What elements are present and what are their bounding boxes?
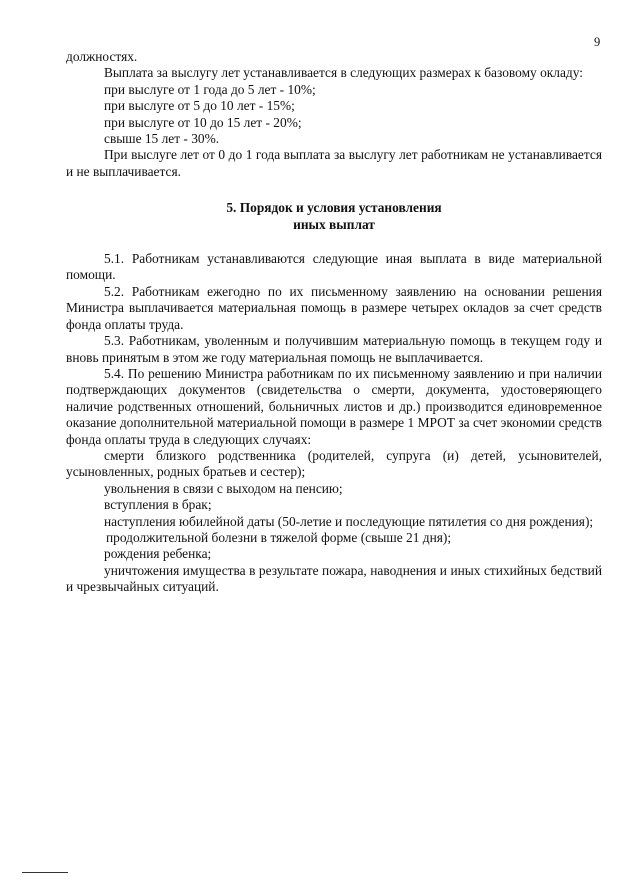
paragraph: 5.3. Работникам, уволенным и получившим материальную помощь в текущем году и вновь принятым в этом же году материальная помощь не выплачивается. (66, 333, 602, 365)
list-item: рождения ребенка; (104, 546, 212, 562)
list-item: при выслуге от 10 до 15 лет - 20%; (104, 114, 302, 130)
list-item: при выслуге от 5 до 10 лет - 15%; (104, 98, 295, 114)
list-item: увольнения в связи с выходом на пенсию; (104, 480, 343, 496)
paragraphs-top (66, 49, 602, 180)
section-heading-line-1: 5. Порядок и условия установления (226, 200, 442, 216)
list-item: при выслуге от 1 года до 5 лет - 10%; (104, 81, 316, 97)
section-heading (66, 200, 602, 233)
paragraph: 5.1. Работникам устанавливаются следующие иная выплата в виде материальной помощи. (66, 251, 602, 283)
paragraphs-bottom (66, 251, 602, 596)
paragraph: 5.2. Работникам ежегодно по их письменному заявлению на основании решения Министра выплачивается материальная помощь в размере четырех окладов за счет средств фонда оплаты труда. (66, 283, 602, 332)
paragraph: должностях. (66, 49, 138, 64)
document-body (66, 49, 602, 596)
list-item: уничтожения имущества в результате пожара, наводнения и иных стихийных бедствий и чрезвычайных ситуаций. (66, 562, 602, 595)
page-number: 9 (594, 35, 601, 49)
paragraph: При выслуге лет от 0 до 1 года выплата за выслугу лет работникам не устанавливается и не выплачивается. (66, 147, 602, 179)
paragraph: Выплата за выслугу лет устанавливается в следующих размерах к базовому окладу: (104, 65, 583, 81)
footnote-rule (22, 872, 68, 873)
list-item: вступления в брак; (104, 497, 212, 513)
list-item: наступления юбилейной даты (50-летие и последующие пятилетия со дня рождения); (104, 513, 594, 529)
section-heading-line-2: иных выплат (293, 216, 375, 232)
list-item: смерти близкого родственника (родителей, супруга (и) детей, усыновителей, усыновленных, родных братьев и сестер); (66, 447, 602, 480)
list-item: продолжительной болезни в тяжелой форме (свыше 21 дня); (106, 529, 452, 545)
paragraph: 5.4. По решению Министра работникам по их письменному заявлению и при наличии подтверждающих документов (свидетельства о смерти, документа, удостоверяющего наличие родственных отношений, больничных листов и др.) производится единовременное оказание дополнительной материальной помощи в размере 1 МРОТ за счет экономии средств фонда оплаты труда в следующих случаях: (66, 365, 602, 447)
list-item: свыше 15 лет - 30%. (104, 131, 220, 147)
